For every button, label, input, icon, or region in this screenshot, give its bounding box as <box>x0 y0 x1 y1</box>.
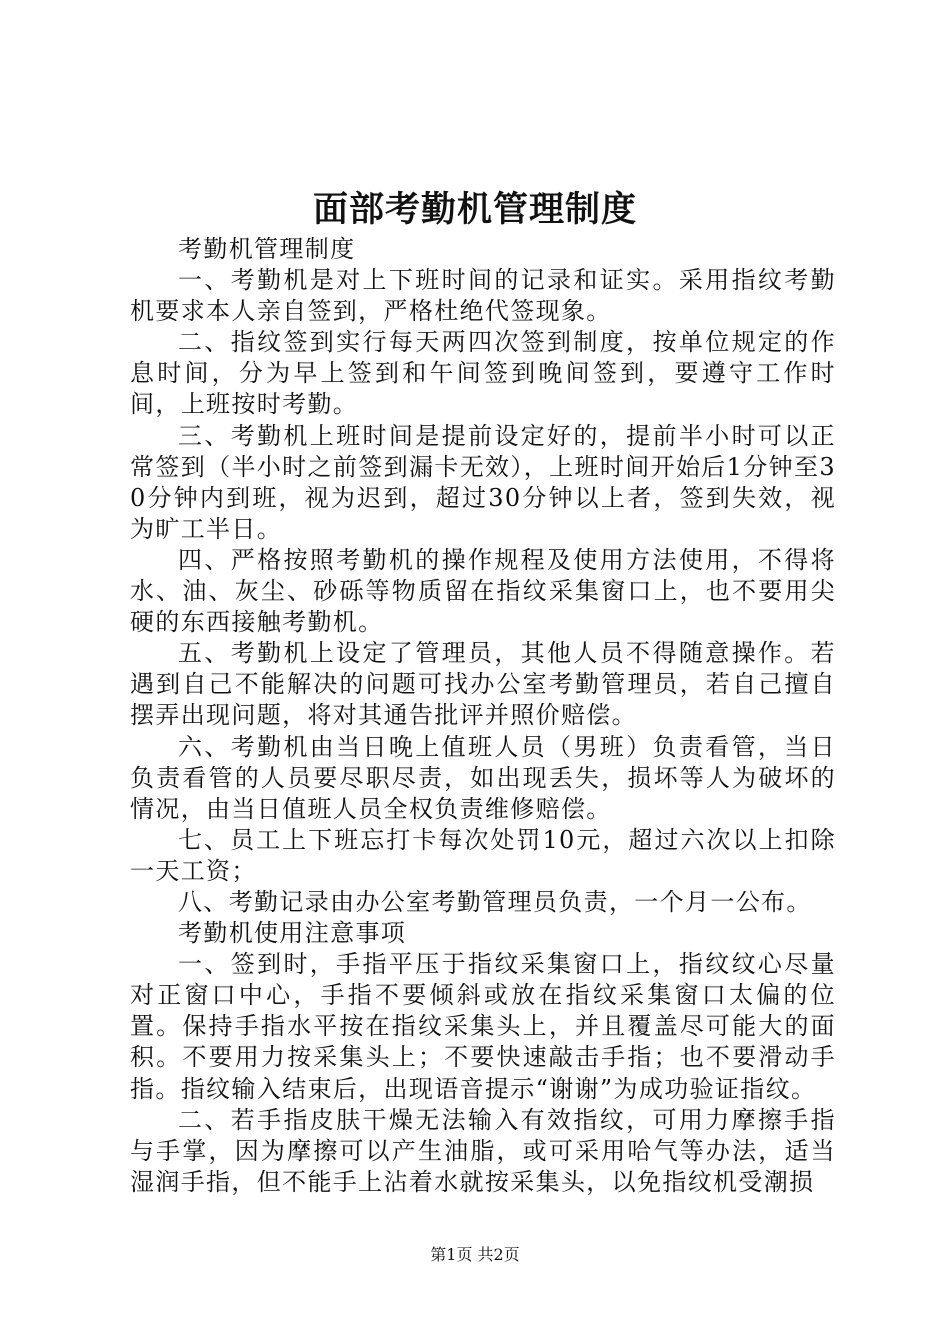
document-body <box>130 234 836 1198</box>
rule-paragraph: 四、严格按照考勤机的操作规程及使用方法使用，不得将水、油、灰尘、砂砾等物质留在指纹采集窗口上，也不要用尖硬的东西接触考勤机。 <box>130 545 836 637</box>
rule-paragraph: 二、指纹签到实行每天两四次签到制度，按单位规定的作息时间，分为早上签到和午间签到晚间签到，要遵守工作时间，上班按时考勤。 <box>130 328 836 419</box>
document-title: 面部考勤机管理制度 <box>312 189 637 230</box>
section-heading: 考勤机使用注意事项 <box>178 919 407 948</box>
page-number-footer: 第1页 共2页 <box>430 1245 520 1264</box>
rule-paragraph: 八、考勤记录由办公室考勤管理员负责，一个月一公布。 <box>178 887 812 916</box>
rule-paragraph: 三、考勤机上班时间是提前设定好的，提前半小时可以正常签到（半小时之前签到漏卡无效），上班时间开始后1分钟至30分钟内到班，视为迟到，超过30分钟以上者，签到失效，视为旷工半日。 <box>130 421 836 543</box>
usage-paragraph: 二、若手指皮肤干燥无法输入有效指纹，可用力摩擦手指与手掌，因为摩擦可以产生油脂，或可采用哈气等办法，适当湿润手指，但不能手上沾着水就按采集头，以免指纹机受潮损 <box>130 1105 836 1196</box>
rule-paragraph: 五、考勤机上设定了管理员，其他人员不得随意操作。若遇到自己不能解决的问题可找办公室考勤管理员，若自己擅自摆弄出现问题，将对其通告批评并照价赔偿。 <box>130 639 836 730</box>
usage-paragraph: 一、签到时，手指平压于指纹采集窗口上，指纹纹心尽量对正窗口中心，手指不要倾斜或放在指纹采集窗口太偏的位置。保持手指水平按在指纹采集头上，并且覆盖尽可能大的面积。不要用力按采集头上；不要快速敲击手指；也不要滑动手指。指纹输入结束后，出现语音提示“谢谢”为成功验证指纹。 <box>130 950 836 1103</box>
rule-paragraph: 六、考勤机由当日晚上值班人员（男班）负责看管，当日负责看管的人员要尽职尽责，如出现丢失，损坏等人为破坏的情况，由当日值班人员全权负责维修赔偿。 <box>130 732 836 823</box>
section-heading: 考勤机管理制度 <box>178 235 356 263</box>
rule-paragraph: 一、考勤机是对上下班时间的记录和证实。采用指纹考勤机要求本人亲自签到，严格杜绝代签现象。 <box>130 266 836 326</box>
rule-paragraph: 七、员工上下班忘打卡每次处罚10元，超过六次以上扣除一天工资； <box>130 825 836 885</box>
